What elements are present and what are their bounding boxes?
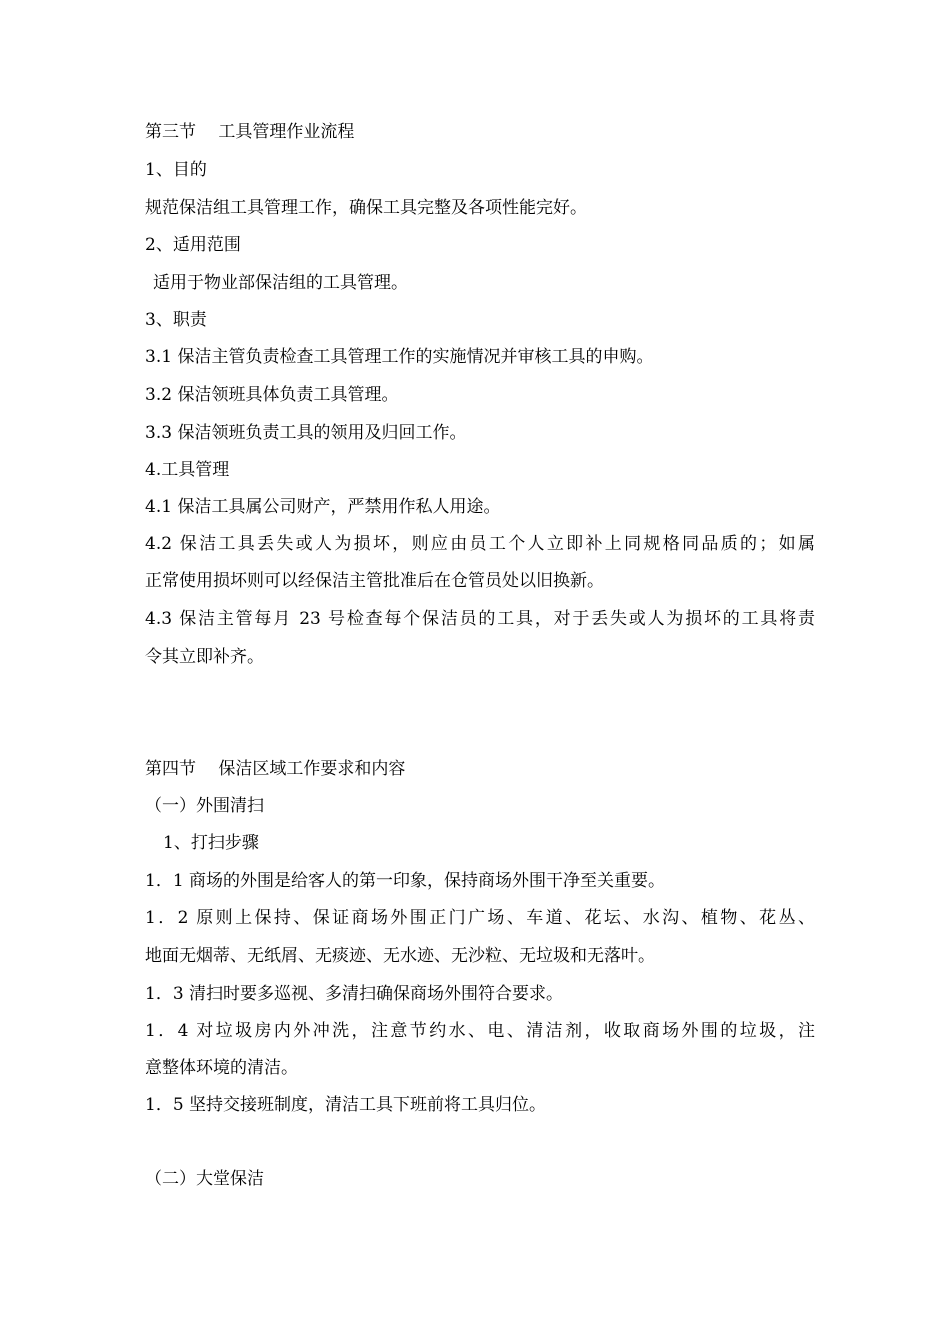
purpose-heading: 1、目的 [145,160,207,180]
scope-text: 适用于物业部保洁组的工具管理。 [153,273,408,293]
part-2-heading: （二）大堂保洁 [145,1169,264,1189]
management-item-3-line-1: 4.3 保洁主管每月 23 号检查每个保洁员的工具，对于丢失或人为损坏的工具将责 [145,609,815,629]
part-1-heading: （一）外围清扫 [145,796,264,816]
management-item-2-line-2: 正常使用损坏则可以经保洁主管批准后在仓管员处以旧换新。 [145,571,604,591]
step-4-line-2: 意整体环境的清洁。 [145,1058,298,1078]
step-2-line-1: 1．2 原则上保持、保证商场外围正门广场、车道、花坛、水沟、植物、花丛、 [145,908,815,928]
purpose-text: 规范保洁组工具管理工作，确保工具完整及各项性能完好。 [145,198,587,218]
management-item-1: 4.1 保洁工具属公司财产，严禁用作私人用途。 [145,497,501,517]
duty-item-3: 3.3 保洁领班负责工具的领用及归回工作。 [145,423,467,443]
scope-heading: 2、适用范围 [145,235,241,255]
section-3-title: 第三节 工具管理作业流程 [145,122,355,142]
duty-item-2: 3.2 保洁领班具体负责工具管理。 [145,385,399,405]
steps-heading: 1、打扫步骤 [163,833,259,853]
step-1: 1．1 商场的外围是给客人的第一印象，保持商场外围干净至关重要。 [145,871,666,891]
step-3: 1．3 清扫时要多巡视、多清扫确保商场外围符合要求。 [145,984,564,1004]
management-item-2-line-1: 4.2 保洁工具丢失或人为损坏，则应由员工个人立即补上同规格同品质的；如属 [145,534,815,554]
management-item-3-line-2: 令其立即补齐。 [145,647,264,667]
step-2-line-2: 地面无烟蒂、无纸屑、无痰迹、无水迹、无沙粒、无垃圾和无落叶。 [145,946,655,966]
step-4-line-1: 1．4 对垃圾房内外冲洗，注意节约水、电、清洁剂，收取商场外围的垃圾，注 [145,1021,815,1041]
management-heading: 4.工具管理 [145,460,230,480]
step-5: 1．5 坚持交接班制度，清洁工具下班前将工具归位。 [145,1095,547,1115]
section-4-title: 第四节 保洁区域工作要求和内容 [145,759,406,779]
duty-item-1: 3.1 保洁主管负责检查工具管理工作的实施情况并审核工具的申购。 [145,347,654,367]
duty-heading: 3、职责 [145,310,207,330]
